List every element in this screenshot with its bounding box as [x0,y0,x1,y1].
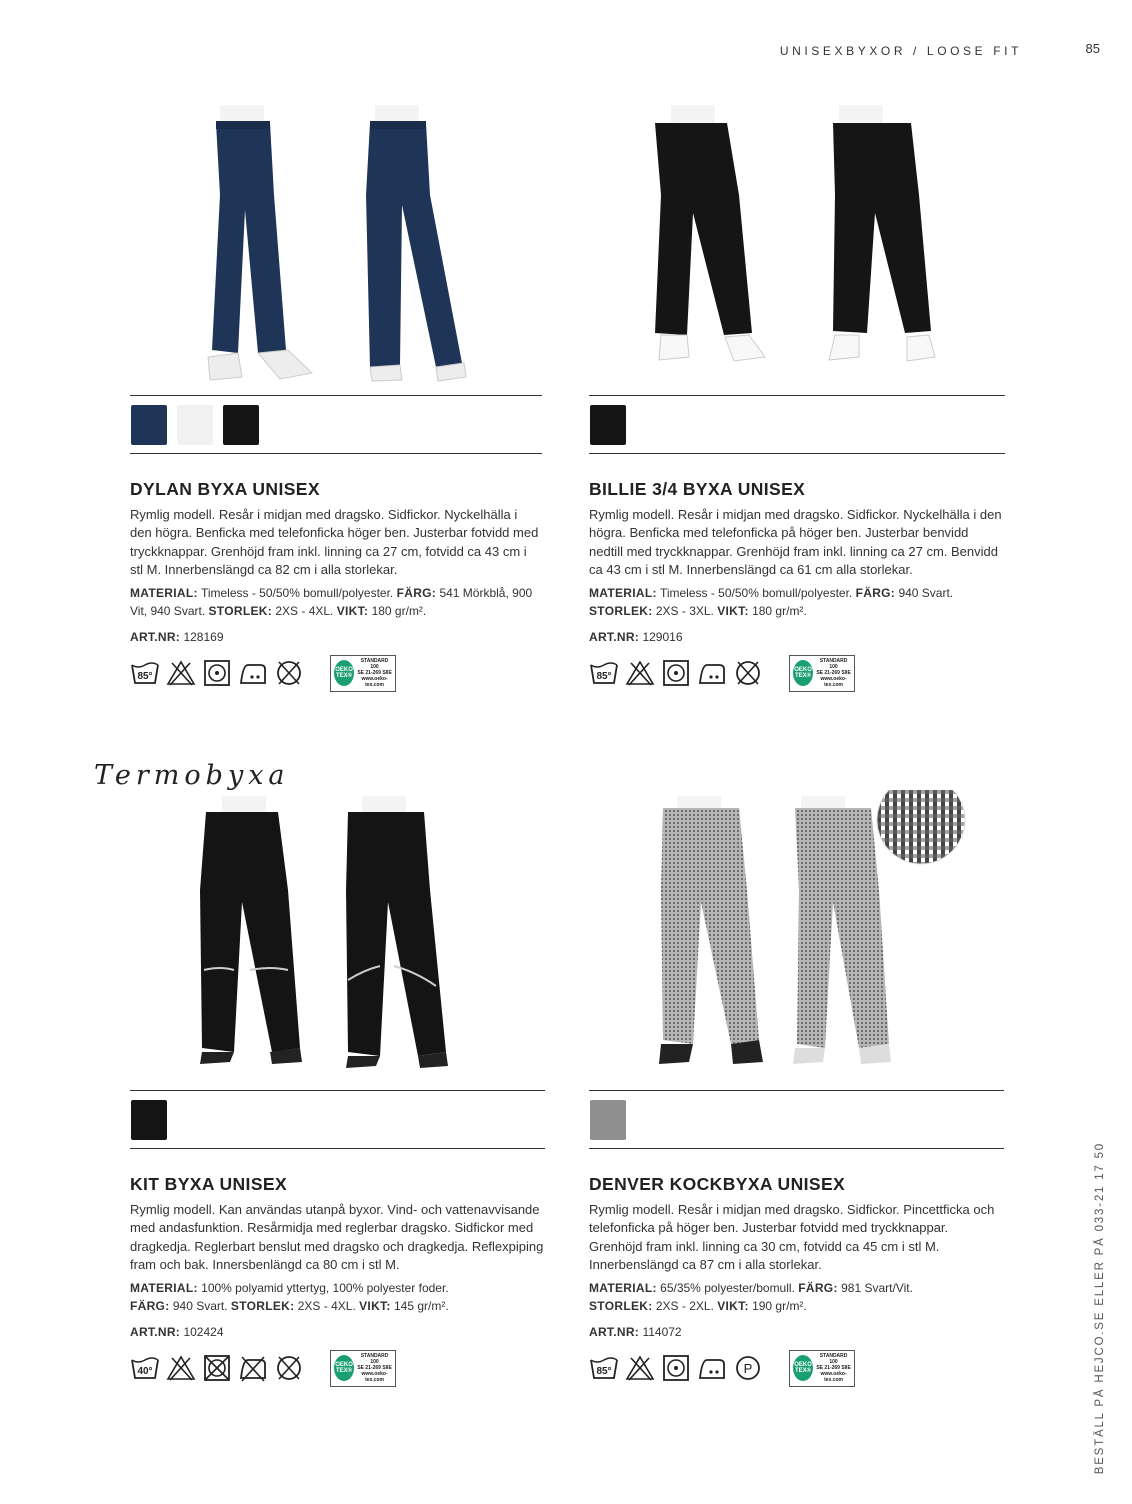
product-denver [589,790,1004,1387]
product-specs [130,584,542,621]
color-value: 541 Mörkblå, 900 Vit, 940 Svart. [130,585,533,619]
no-bleach-icon [625,1354,655,1382]
product-photos [130,95,542,395]
product-title: DENVER KOCKBYXA UNISEX [589,1174,846,1194]
product-specs: MATERIAL: Timeless - 50/50% bomull/polyester. FÄRG: 940 Svart. STORLEK: 2XS - 3XL. VIKT: 180 gr/m². [589,585,954,619]
no-dry-clean-icon [274,1354,304,1382]
section-title: UNISEXBYXOR / LOOSE FIT [779,44,1022,58]
wash-icon [130,1354,160,1382]
care-symbols [589,1350,1004,1387]
product-description: Rymlig modell. Resår i midjan med dragsko. Sidfickor. Nyckelhälla i den högra. Benficka med telefonficka höger ben. Justerbar fotvidd med tryckknappar. Grenhöjd fram inkl. linning ca 27 cm, fotvidd ca 43 cm i stl M. Innerbenslängd ca 82 cm i alla storlekar. [130,507,539,578]
product-title: DYLAN BYXA UNISEX [130,479,320,499]
svg-text:P: P [743,1361,753,1377]
no-dry-clean-icon [733,659,763,687]
weight-label: VIKT: [336,604,369,619]
divider [130,453,542,454]
svg-text:85°: 85° [137,671,153,683]
swatch-black[interactable] [131,1100,167,1140]
product-specs: MATERIAL: 100% polyamid yttertyg, 100% polyester foder. FÄRG: 940 Svart. STORLEK: 2XS - 4XL. VIKT: 145 gr/m². [130,1280,449,1314]
article-number: ART.NR: 102424 [130,1324,224,1339]
professional-clean-p-icon [733,1354,763,1382]
product-billie [589,95,1005,692]
product-title: BILLIE 3/4 BYXA UNISEX [589,479,806,499]
dylan-front-back-photo [130,95,542,395]
article-number: ART.NR: 129016 [589,629,683,644]
color-swatches [589,396,1005,453]
product-kit [130,790,545,1387]
size-value: 2XS - 4XL. [275,604,334,619]
material-value: Timeless - 50/50% bomull/polyester. [200,585,394,600]
kit-front-back-photo [130,790,545,1090]
swatch-navy[interactable] [131,405,167,445]
wash-icon [589,1354,619,1382]
swatch-black[interactable] [223,405,259,445]
material-label: MATERIAL: [130,585,198,600]
wash-icon [589,659,619,687]
divider [589,1148,1004,1149]
oeko-tex-badge: OEKO TEX® STANDARD 100 SE 21-269 SIIE www.oeko-tex.com [789,655,855,692]
oeko-tex-badge: OEKO TEX® STANDARD 100 SE 21-269 SIIE www.oeko-tex.com [330,1350,396,1387]
color-swatches [589,1091,1004,1148]
billie-front-back-photo [589,95,1005,395]
product-description: Rymlig modell. Resår i midjan med dragsko. Sidfickor. Nyckelhälla i den högra. Benficka med telefonficka på höger ben. Justerbar benvidd nedtill med tryckknappar. Grenhöjd fram inkl. linning ca 27 cm. Benvidd ca 43 cm i stl M. Innerbenslängd ca 61 cm alla storlekar. [589,507,1002,578]
divider [130,1148,545,1149]
oeko-tex-logo: OEKO TEX® [334,1355,354,1381]
denver-front-back-photo [589,790,1004,1090]
color-swatches [130,396,542,453]
iron-icon [697,659,727,687]
article-number: ART.NR: 114072 [589,1324,682,1339]
no-bleach-icon [166,659,196,687]
swatch-white[interactable] [177,405,213,445]
color-label: FÄRG: [396,585,437,600]
page-number: 85 [1085,41,1100,56]
product-photos [130,790,545,1090]
order-info-vertical: BESTÄLL PÅ HEJCO.SE ELLER PÅ 033-21 17 50 [1094,1141,1106,1474]
svg-text:40°: 40° [137,1366,153,1378]
wash-icon [130,659,160,687]
no-iron-icon [238,1354,268,1382]
product-photos [589,95,1005,395]
svg-text:85°: 85° [596,1366,612,1378]
article-number: ART.NR: 128169 [130,629,224,644]
swatch-black[interactable] [590,405,626,445]
oeko-tex-logo: OEKO TEX® [334,660,354,686]
product-dylan [130,95,542,692]
care-symbols [130,655,542,692]
tumble-dry-icon [661,1354,691,1382]
iron-icon [238,659,268,687]
no-tumble-dry-icon [202,1354,232,1382]
product-title: KIT BYXA UNISEX [130,1174,288,1194]
product-specs: MATERIAL: 65/35% polyester/bomull. FÄRG: 981 Svart/Vit. STORLEK: 2XS - 2XL. VIKT: 190 gr/m². [589,1280,913,1314]
swatch-black-white-check[interactable] [590,1100,626,1140]
no-dry-clean-icon [274,659,304,687]
iron-icon [697,1354,727,1382]
svg-text:85°: 85° [596,671,612,683]
oeko-tex-logo: OEKO TEX® [793,1355,813,1381]
tumble-dry-icon [202,659,232,687]
no-bleach-icon [625,659,655,687]
no-bleach-icon [166,1354,196,1382]
divider [589,453,1005,454]
color-swatches [130,1091,545,1148]
oeko-tex-badge: OEKO TEX® STANDARD 100 SE 21-269 SIIE www.oeko-tex.com [330,655,396,692]
product-description: Rymlig modell. Resår i midjan med dragsko. Sidfickor. Pincettficka och telefonficka på höger ben. Justerbar fotvidd med tryckknappar. Grenhöjd fram inkl. linning ca 30 cm, fotvidd ca 45 cm i stl M. Innerbenslängd ca 87 cm i alla storlekar. [589,1202,995,1273]
size-label: STORLEK: [208,604,273,619]
product-description: Rymlig modell. Kan användas utanpå byxor. Vind- och vattenavvisande med andasfunktion. Resårmidja med reglerbar dragsko. Sidfickor med dragkedja. Reglerbart benslut med dragsko och dragkedja. Reflexpiping fram och bak. Innersbenlängd ca 80 cm i stl M. [130,1202,544,1273]
tumble-dry-icon [661,659,691,687]
oeko-tex-badge: OEKO TEX® STANDARD 100 SE 21-269 SIIE www.oeko-tex.com [789,1350,855,1387]
care-symbols [589,655,1005,692]
weight-value: 180 gr/m². [371,604,427,619]
section-script-label: Termobyxa [94,760,290,791]
product-photos [589,790,1004,1090]
oeko-tex-logo: OEKO TEX® [793,660,813,686]
care-symbols [130,1350,545,1387]
